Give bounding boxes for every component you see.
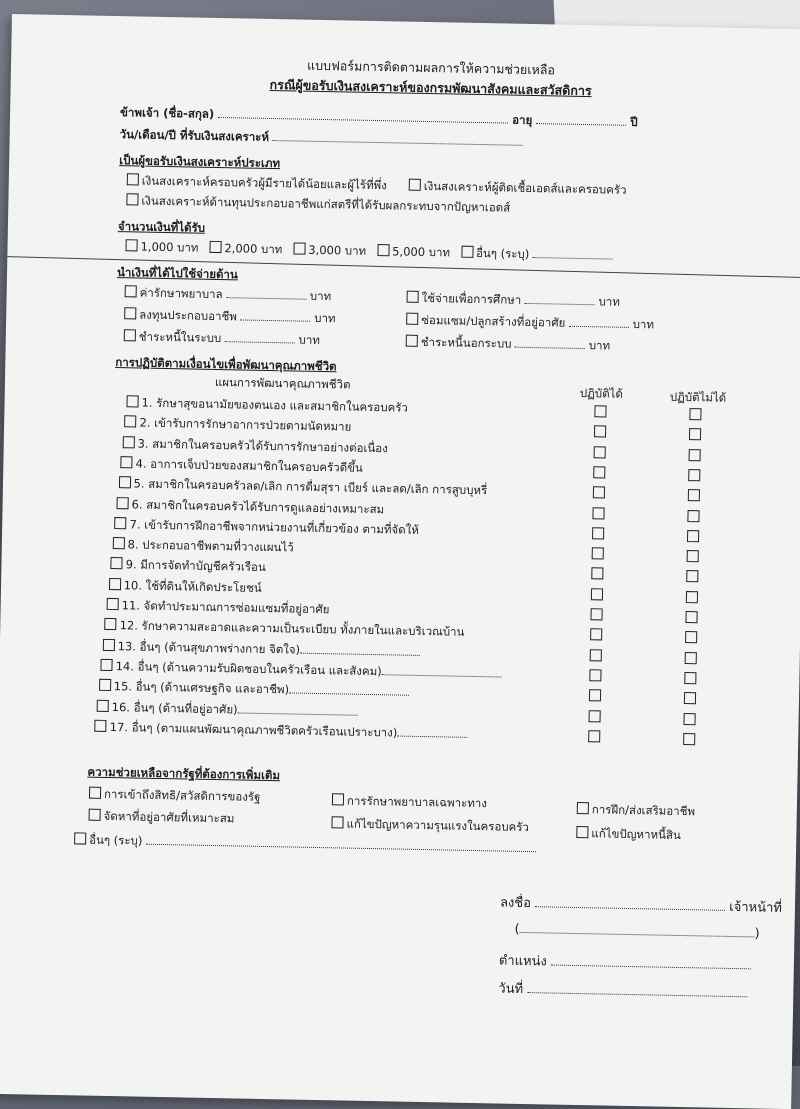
plan-item (110, 556, 265, 577)
extra-help-3[interactable] (577, 801, 696, 821)
extra-help-label: แก้ไขปัญหาความรุนแรงในครอบครัว (346, 816, 530, 835)
checkbox[interactable] (101, 659, 113, 671)
plan-item (112, 536, 293, 557)
checkbox[interactable] (127, 173, 139, 185)
usage-left-3[interactable] (124, 328, 320, 350)
done-checkbox[interactable] (589, 710, 601, 722)
checkbox[interactable] (124, 307, 136, 319)
checkbox[interactable] (113, 537, 125, 549)
amount-1000: 1,000 บาท (140, 239, 199, 255)
position-label: ตำแหน่ง (498, 953, 547, 970)
age-field[interactable] (536, 113, 626, 126)
checkbox[interactable] (125, 285, 137, 297)
extra-help-label: จัดหาที่อยู่อาศัยที่เหมาะสม (103, 808, 235, 826)
not-done-checkbox[interactable] (689, 408, 701, 420)
checkbox[interactable] (89, 809, 101, 821)
not-done-checkbox[interactable] (688, 489, 700, 501)
plan-item (124, 415, 351, 437)
plan-item-label: 9. มีการจัดทำบัญชีครัวเรือน (125, 557, 266, 575)
plan-other-field[interactable] (289, 683, 409, 696)
checkbox[interactable] (406, 335, 418, 347)
plan-item-label: 7. เข้ารับการฝึกอาชีพจากหน่วยงานที่เกี่ยวข้อง ตามที่จัดให้ (129, 517, 420, 537)
plan-item (126, 394, 408, 417)
signature-row (500, 892, 782, 918)
amount-field[interactable] (569, 316, 629, 328)
usage-title: นำเงินที่ได้ไปใช้จ่ายด้าน (116, 265, 238, 282)
plan-other-field[interactable] (397, 725, 467, 737)
position-row (499, 950, 751, 976)
checkbox[interactable] (461, 246, 473, 258)
sign-label: ลงชื่อ (499, 895, 532, 912)
baht-unit: บาท (314, 310, 336, 326)
done-checkbox[interactable] (592, 507, 604, 519)
checkbox[interactable] (95, 720, 107, 732)
grant-type-3-label: เงินสงเคราะห์ด้านทุนประกอบอาชีพแก่สตรีที่ได้รับผลกระทบจากปัญหาเอดส์ (141, 193, 511, 215)
other-field[interactable] (146, 834, 536, 852)
officer-label: เจ้าหน้าที่ (729, 899, 783, 916)
checkbox[interactable] (124, 329, 136, 341)
extra-help-4[interactable] (88, 808, 234, 829)
sign-date-field[interactable] (527, 982, 747, 997)
plan-subtitle: แผนการพัฒนาคุณภาพชีวิต (214, 374, 351, 392)
printed-name-row: ( ) (514, 921, 760, 942)
plan-item-label: 12. รักษาความสะอาดและความเป็นระเบียบ ทั้งภายในและบริเวณบ้าน (119, 618, 465, 640)
amount-other-field[interactable] (533, 247, 613, 260)
plan-item (106, 597, 329, 619)
amount-title: จำนวนเงินที่ได้รับ (117, 219, 206, 235)
not-done-checkbox[interactable] (689, 428, 701, 440)
checkbox[interactable] (332, 793, 344, 805)
done-checkbox[interactable] (591, 568, 603, 580)
checkbox[interactable] (120, 456, 132, 468)
checkbox[interactable] (111, 557, 123, 569)
grant-type-1-label: เงินสงเคราะห์ครอบครัวผู้มีรายได้น้อยและผู้ไร้ที่พึ่ง (141, 173, 387, 193)
checkbox[interactable] (122, 436, 134, 448)
amount-field[interactable] (241, 309, 311, 321)
not-done-checkbox[interactable] (685, 631, 697, 643)
not-done-checkbox[interactable] (687, 530, 699, 542)
checkbox[interactable] (209, 241, 221, 253)
extra-help-label: แก้ไขปัญหาหนี้สิน (591, 826, 681, 842)
done-checkbox[interactable] (590, 649, 602, 661)
grant-type-2[interactable] (409, 178, 627, 200)
not-done-checkbox[interactable] (688, 469, 700, 481)
plan-item-label: 17. อื่นๆ (ตามแผนพัฒนาคุณภาพชีวิตครัวเรือนเปราะบาง) (109, 719, 398, 740)
done-checkbox[interactable] (589, 689, 601, 701)
date-row (120, 126, 524, 152)
extra-help-label: การรักษาพยาบาลเฉพาะทาง (346, 793, 488, 811)
amount-field[interactable] (225, 331, 295, 343)
not-done-checkbox[interactable] (687, 510, 699, 522)
usage-left-2[interactable] (124, 306, 336, 328)
amount-field[interactable] (515, 337, 585, 349)
col-done-header: ปฏิบัติได้ (579, 385, 624, 401)
usage-label: ใช้จ่ายเพื่อการศึกษา (421, 290, 522, 307)
date-label: วัน/เดือน/ปี ที่รับเงินสงเคราะห์ (119, 127, 270, 144)
checkbox[interactable] (577, 802, 589, 814)
age-label: อายุ (512, 112, 533, 128)
checkbox[interactable] (126, 395, 138, 407)
checkbox[interactable] (105, 618, 117, 630)
checkbox[interactable] (125, 239, 137, 251)
checkbox[interactable] (89, 787, 101, 799)
checkbox[interactable] (293, 242, 305, 254)
usage-label: ชำระหนี้นอกระบบ (420, 334, 512, 351)
plan-item-label: 6. สมาชิกในครอบครัวได้รับการดูแลอย่างเหมาะสม (131, 496, 385, 516)
year-unit: ปี (630, 114, 638, 130)
checkbox[interactable] (377, 244, 389, 256)
checkbox[interactable] (576, 826, 588, 838)
plan-item-label: 5. สมาชิกในครอบครัวลด/เลิก การดื่มสุรา เบียร์ และลด/เลิก การสูบบุหรี่ (133, 476, 488, 498)
baht-unit: บาท (598, 294, 621, 309)
usage-right-2[interactable] (406, 312, 654, 335)
done-checkbox[interactable] (591, 588, 603, 600)
amount-2000: 2,000 บาท (224, 241, 283, 257)
plan-item-label: 14. อื่นๆ (ด้านความรับผิดชอบในครัวเรือน และสังคม) (115, 659, 382, 679)
done-checkbox[interactable] (594, 405, 606, 417)
not-done-checkbox[interactable] (686, 591, 698, 603)
plan-other-field[interactable] (382, 664, 502, 677)
amount-other: อื่นๆ (ระบุ) (475, 245, 530, 261)
plan-item (122, 435, 388, 458)
not-done-checkbox[interactable] (687, 550, 699, 562)
usage-left-1[interactable] (124, 284, 331, 306)
sign-date-row (498, 978, 747, 1004)
position-field[interactable] (551, 955, 751, 970)
checkbox[interactable] (97, 699, 109, 711)
baht-unit: บาท (632, 316, 655, 332)
extra-help-label: อื่นๆ (ระบุ) (89, 832, 143, 848)
extra-help-label: การเข้าถึงสิทธิ/สวัสดิการของรัฐ (103, 786, 261, 804)
checkbox[interactable] (103, 638, 115, 650)
extra-help-1[interactable] (89, 786, 261, 807)
plan-item (95, 719, 468, 744)
form-paper (0, 14, 800, 1109)
not-done-checkbox[interactable] (683, 733, 695, 745)
done-checkbox[interactable] (590, 629, 602, 641)
plan-item-label: 4. อาการเจ็บป่วยของสมาชิกในครอบครัวดีขึ้น (135, 456, 364, 475)
amount-field[interactable] (525, 293, 595, 305)
usage-label: ซ่อมแซม/ปลูกสร้างที่อยู่อาศัย (421, 312, 566, 330)
grant-type-2-label: เงินสงเคราะห์ผู้ติดเชื้อเอดส์และครอบครัว (423, 178, 627, 197)
extra-help-6[interactable] (576, 825, 681, 845)
col-not-done-header: ปฏิบัติไม่ได้ (669, 389, 727, 405)
signature-field[interactable] (535, 896, 725, 911)
checkbox[interactable] (409, 179, 421, 191)
extra-help-label: การฝึก/ส่งเสริมอาชีพ (591, 802, 696, 819)
done-checkbox[interactable] (588, 730, 600, 742)
amount-3000: 3,000 บาท (308, 242, 367, 258)
baht-unit: บาท (298, 332, 321, 347)
done-checkbox[interactable] (593, 486, 605, 498)
checkbox[interactable] (99, 679, 111, 691)
plan-item-label: 10. ใช้ที่ดินให้เกิดประโยชน์ (123, 577, 262, 595)
not-done-checkbox[interactable] (685, 611, 697, 623)
checkbox[interactable] (74, 832, 86, 844)
name-field[interactable] (218, 107, 508, 124)
checkbox[interactable] (126, 193, 138, 205)
plan-item-label: 11. จัดทำประมาณการซ่อมแซมที่อยู่อาศัย (121, 598, 330, 617)
amount-5000: 5,000 บาท (392, 244, 451, 260)
plan-item (97, 698, 358, 721)
form-title: แบบฟอร์มการติดตามผลการให้ความช่วยเหลือ (306, 57, 556, 78)
done-checkbox[interactable] (593, 466, 605, 478)
name-label: ข้าพเจ้า (ชื่อ-สกุล) (120, 105, 215, 121)
usage-right-1[interactable] (406, 290, 620, 312)
done-checkbox[interactable] (589, 669, 601, 681)
usage-label: ชำระหนี้ในระบบ (138, 329, 222, 346)
baht-unit: บาท (309, 288, 332, 304)
plan-item-label: 13. อื่นๆ (ด้านสุขภาพร่างกาย จิตใจ) (117, 638, 301, 657)
checkbox[interactable] (117, 497, 129, 509)
sign-date-label: วันที่ (498, 981, 524, 997)
not-done-checkbox[interactable] (684, 672, 696, 684)
done-checkbox[interactable] (594, 446, 606, 458)
extra-help-title: ความช่วยเหลือจากรัฐที่ต้องการเพิ่มเติม (87, 764, 281, 783)
checkbox[interactable] (109, 578, 121, 590)
plan-item-label: 15. อื่นๆ (ด้านเศรษฐกิจ และอาชีพ) (113, 679, 290, 697)
not-done-checkbox[interactable] (689, 449, 701, 461)
done-checkbox[interactable] (590, 608, 602, 620)
plan-item-label: 1. รักษาสุขอนามัยของตนเอง และสมาชิกในครอบครัว (141, 395, 409, 415)
plan-item (116, 496, 384, 519)
plan-other-field[interactable] (300, 642, 420, 655)
grant-type-1[interactable] (127, 172, 387, 195)
done-checkbox[interactable] (592, 547, 604, 559)
plan-title: การปฏิบัติตามเงื่อนไขเพื่อพัฒนาคุณภาพชีวิต (115, 355, 337, 374)
extra-help-2[interactable] (332, 792, 487, 813)
checkbox[interactable] (107, 598, 119, 610)
plan-item-label: 2. เข้ารับการรักษาอาการป่วยตามนัดหมาย (139, 415, 352, 434)
not-done-checkbox[interactable] (684, 692, 696, 704)
done-checkbox[interactable] (594, 426, 606, 438)
plan-item (108, 577, 261, 598)
checkbox[interactable] (407, 291, 419, 303)
not-done-checkbox[interactable] (683, 713, 695, 725)
done-checkbox[interactable] (592, 527, 604, 539)
not-done-checkbox[interactable] (685, 652, 697, 664)
grant-type-title: เป็นผู้ขอรับเงินสงเคราะห์ประเภท (119, 153, 281, 171)
checkbox[interactable] (119, 476, 131, 488)
date-field[interactable] (273, 130, 523, 146)
checkbox[interactable] (115, 517, 127, 529)
plan-item (120, 455, 363, 478)
checkbox[interactable] (331, 816, 343, 828)
baht-unit: บาท (588, 338, 611, 353)
usage-label: ค่ารักษาพยาบาล (139, 285, 223, 302)
usage-right-3[interactable] (406, 334, 611, 356)
usage-label: ลงทุนประกอบอาชีพ (139, 307, 238, 324)
checkbox[interactable] (406, 313, 418, 325)
plan-item-label: 16. อื่นๆ (ด้านที่อยู่อาศัย) (111, 699, 238, 716)
extra-help-5[interactable] (331, 815, 529, 837)
amount-field[interactable] (226, 287, 306, 300)
plan-other-field[interactable] (238, 702, 358, 715)
printed-name-field[interactable] (520, 922, 755, 938)
not-done-checkbox[interactable] (686, 570, 698, 582)
plan-item-label: 8. ประกอบอาชีพตามที่วางแผนไว้ (127, 537, 294, 555)
checkbox[interactable] (124, 416, 136, 428)
plan-item-label: 3. สมาชิกในครอบครัวได้รับการรักษาอย่างต่อเนื่อง (137, 436, 388, 455)
form-subtitle: กรณีผู้ขอรับเงินสงเคราะห์ของกรมพัฒนาสังคมและสวัสดิการ (269, 76, 592, 99)
